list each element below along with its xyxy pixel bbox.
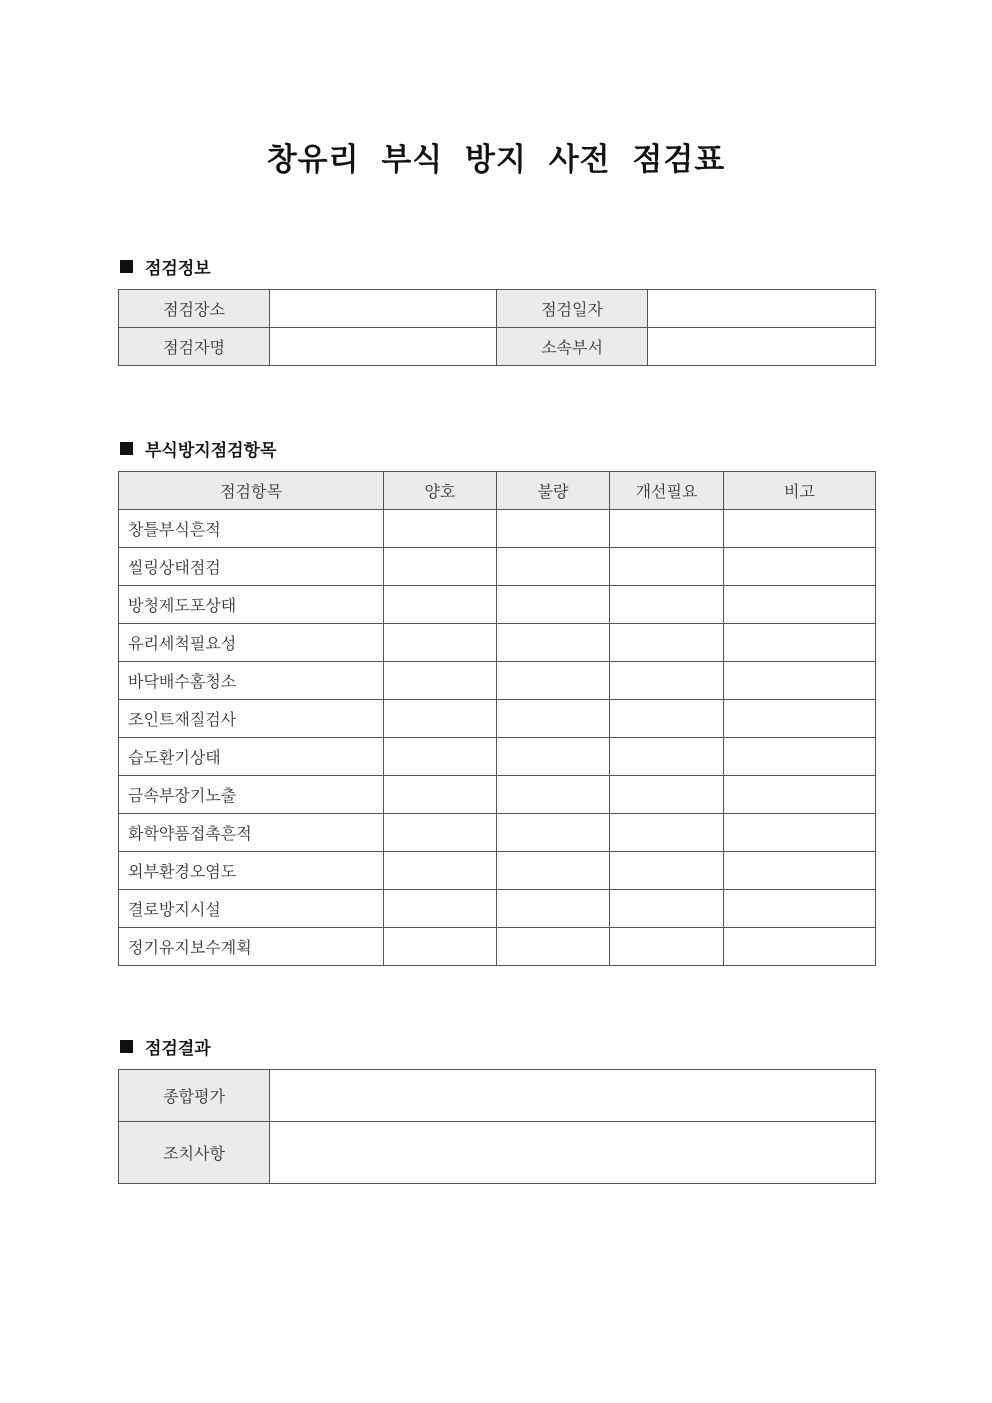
check-item-label: 방청제도포상태: [119, 586, 384, 624]
table-row: [119, 738, 876, 776]
page-title: 창유리 부식 방지 사전 점검표: [266, 142, 726, 178]
cell-note[interactable]: [724, 700, 876, 738]
check-item-label: 금속부장기노출: [119, 776, 384, 814]
cell-improve[interactable]: [610, 510, 724, 548]
section-heading-result: [120, 1034, 211, 1059]
result-table: [118, 1069, 876, 1184]
section-heading-result-label: 점검결과: [145, 1039, 211, 1059]
cell-note[interactable]: [724, 928, 876, 966]
cell-bad[interactable]: [497, 700, 610, 738]
cell-improve[interactable]: [610, 852, 724, 890]
info-table: [118, 289, 876, 366]
field-dept[interactable]: [648, 328, 876, 366]
table-row: [119, 328, 876, 366]
label-place: 점검장소: [119, 290, 270, 328]
cell-note[interactable]: [724, 510, 876, 548]
cell-good[interactable]: [384, 852, 497, 890]
cell-improve[interactable]: [610, 548, 724, 586]
cell-bad[interactable]: [497, 928, 610, 966]
label-overall: 종합평가: [119, 1070, 270, 1122]
square-bullet-icon: [120, 1040, 133, 1053]
table-row: [119, 586, 876, 624]
check-item-label: 씰링상태점검: [119, 548, 384, 586]
cell-good[interactable]: [384, 510, 497, 548]
table-row: [119, 624, 876, 662]
cell-good[interactable]: [384, 890, 497, 928]
cell-good[interactable]: [384, 928, 497, 966]
table-row: [119, 700, 876, 738]
label-inspector: 점검자명: [119, 328, 270, 366]
cell-improve[interactable]: [610, 814, 724, 852]
field-place[interactable]: [270, 290, 497, 328]
cell-bad[interactable]: [497, 624, 610, 662]
check-item-label: 유리세척필요성: [119, 624, 384, 662]
label-dept: 소속부서: [497, 328, 648, 366]
table-row: [119, 510, 876, 548]
cell-improve[interactable]: [610, 624, 724, 662]
cell-bad[interactable]: [497, 510, 610, 548]
column-header: 점검항목: [119, 472, 384, 510]
cell-bad[interactable]: [497, 814, 610, 852]
table-row: [119, 290, 876, 328]
cell-bad[interactable]: [497, 738, 610, 776]
column-header: 불량: [497, 472, 610, 510]
table-row: [119, 1070, 876, 1122]
cell-bad[interactable]: [497, 852, 610, 890]
label-date: 점검일자: [497, 290, 648, 328]
square-bullet-icon: [120, 442, 133, 455]
table-row: [119, 928, 876, 966]
check-item-label: 정기유지보수계획: [119, 928, 384, 966]
cell-note[interactable]: [724, 586, 876, 624]
check-item-label: 습도환기상태: [119, 738, 384, 776]
cell-improve[interactable]: [610, 738, 724, 776]
cell-note[interactable]: [724, 852, 876, 890]
cell-good[interactable]: [384, 738, 497, 776]
cell-note[interactable]: [724, 814, 876, 852]
cell-note[interactable]: [724, 890, 876, 928]
table-row: [119, 890, 876, 928]
field-date[interactable]: [648, 290, 876, 328]
cell-good[interactable]: [384, 814, 497, 852]
check-item-label: 결로방지시설: [119, 890, 384, 928]
cell-improve[interactable]: [610, 890, 724, 928]
section-heading-info: [120, 254, 211, 279]
field-inspector[interactable]: [270, 328, 497, 366]
table-row: [119, 548, 876, 586]
cell-improve[interactable]: [610, 928, 724, 966]
cell-note[interactable]: [724, 624, 876, 662]
cell-good[interactable]: [384, 700, 497, 738]
table-row: [119, 852, 876, 890]
cell-bad[interactable]: [497, 776, 610, 814]
check-item-label: 외부환경오염도: [119, 852, 384, 890]
cell-improve[interactable]: [610, 586, 724, 624]
cell-good[interactable]: [384, 776, 497, 814]
table-row: [119, 662, 876, 700]
items-table: [118, 471, 876, 966]
cell-good[interactable]: [384, 548, 497, 586]
check-item-label: 창틀부식흔적: [119, 510, 384, 548]
table-row: [119, 1122, 876, 1184]
table-row: [119, 776, 876, 814]
table-header-row: [119, 472, 876, 510]
cell-improve[interactable]: [610, 776, 724, 814]
cell-note[interactable]: [724, 662, 876, 700]
cell-bad[interactable]: [497, 586, 610, 624]
check-item-label: 화학약품접촉흔적: [119, 814, 384, 852]
cell-improve[interactable]: [610, 662, 724, 700]
column-header: 비고: [724, 472, 876, 510]
cell-improve[interactable]: [610, 700, 724, 738]
cell-note[interactable]: [724, 548, 876, 586]
field-action[interactable]: [270, 1122, 876, 1184]
cell-bad[interactable]: [497, 548, 610, 586]
cell-good[interactable]: [384, 624, 497, 662]
section-heading-items: [120, 436, 276, 461]
cell-good[interactable]: [384, 586, 497, 624]
cell-bad[interactable]: [497, 890, 610, 928]
cell-note[interactable]: [724, 776, 876, 814]
column-header: 양호: [384, 472, 497, 510]
section-heading-items-label: 부식방지점검항목: [145, 441, 277, 461]
field-overall[interactable]: [270, 1070, 876, 1122]
table-row: [119, 814, 876, 852]
cell-good[interactable]: [384, 662, 497, 700]
column-header: 개선필요: [610, 472, 724, 510]
square-bullet-icon: [120, 260, 133, 273]
cell-bad[interactable]: [497, 662, 610, 700]
cell-note[interactable]: [724, 738, 876, 776]
check-item-label: 조인트재질검사: [119, 700, 384, 738]
label-action: 조치사항: [119, 1122, 270, 1184]
section-heading-info-label: 점검정보: [145, 259, 211, 279]
check-item-label: 바닥배수홈청소: [119, 662, 384, 700]
